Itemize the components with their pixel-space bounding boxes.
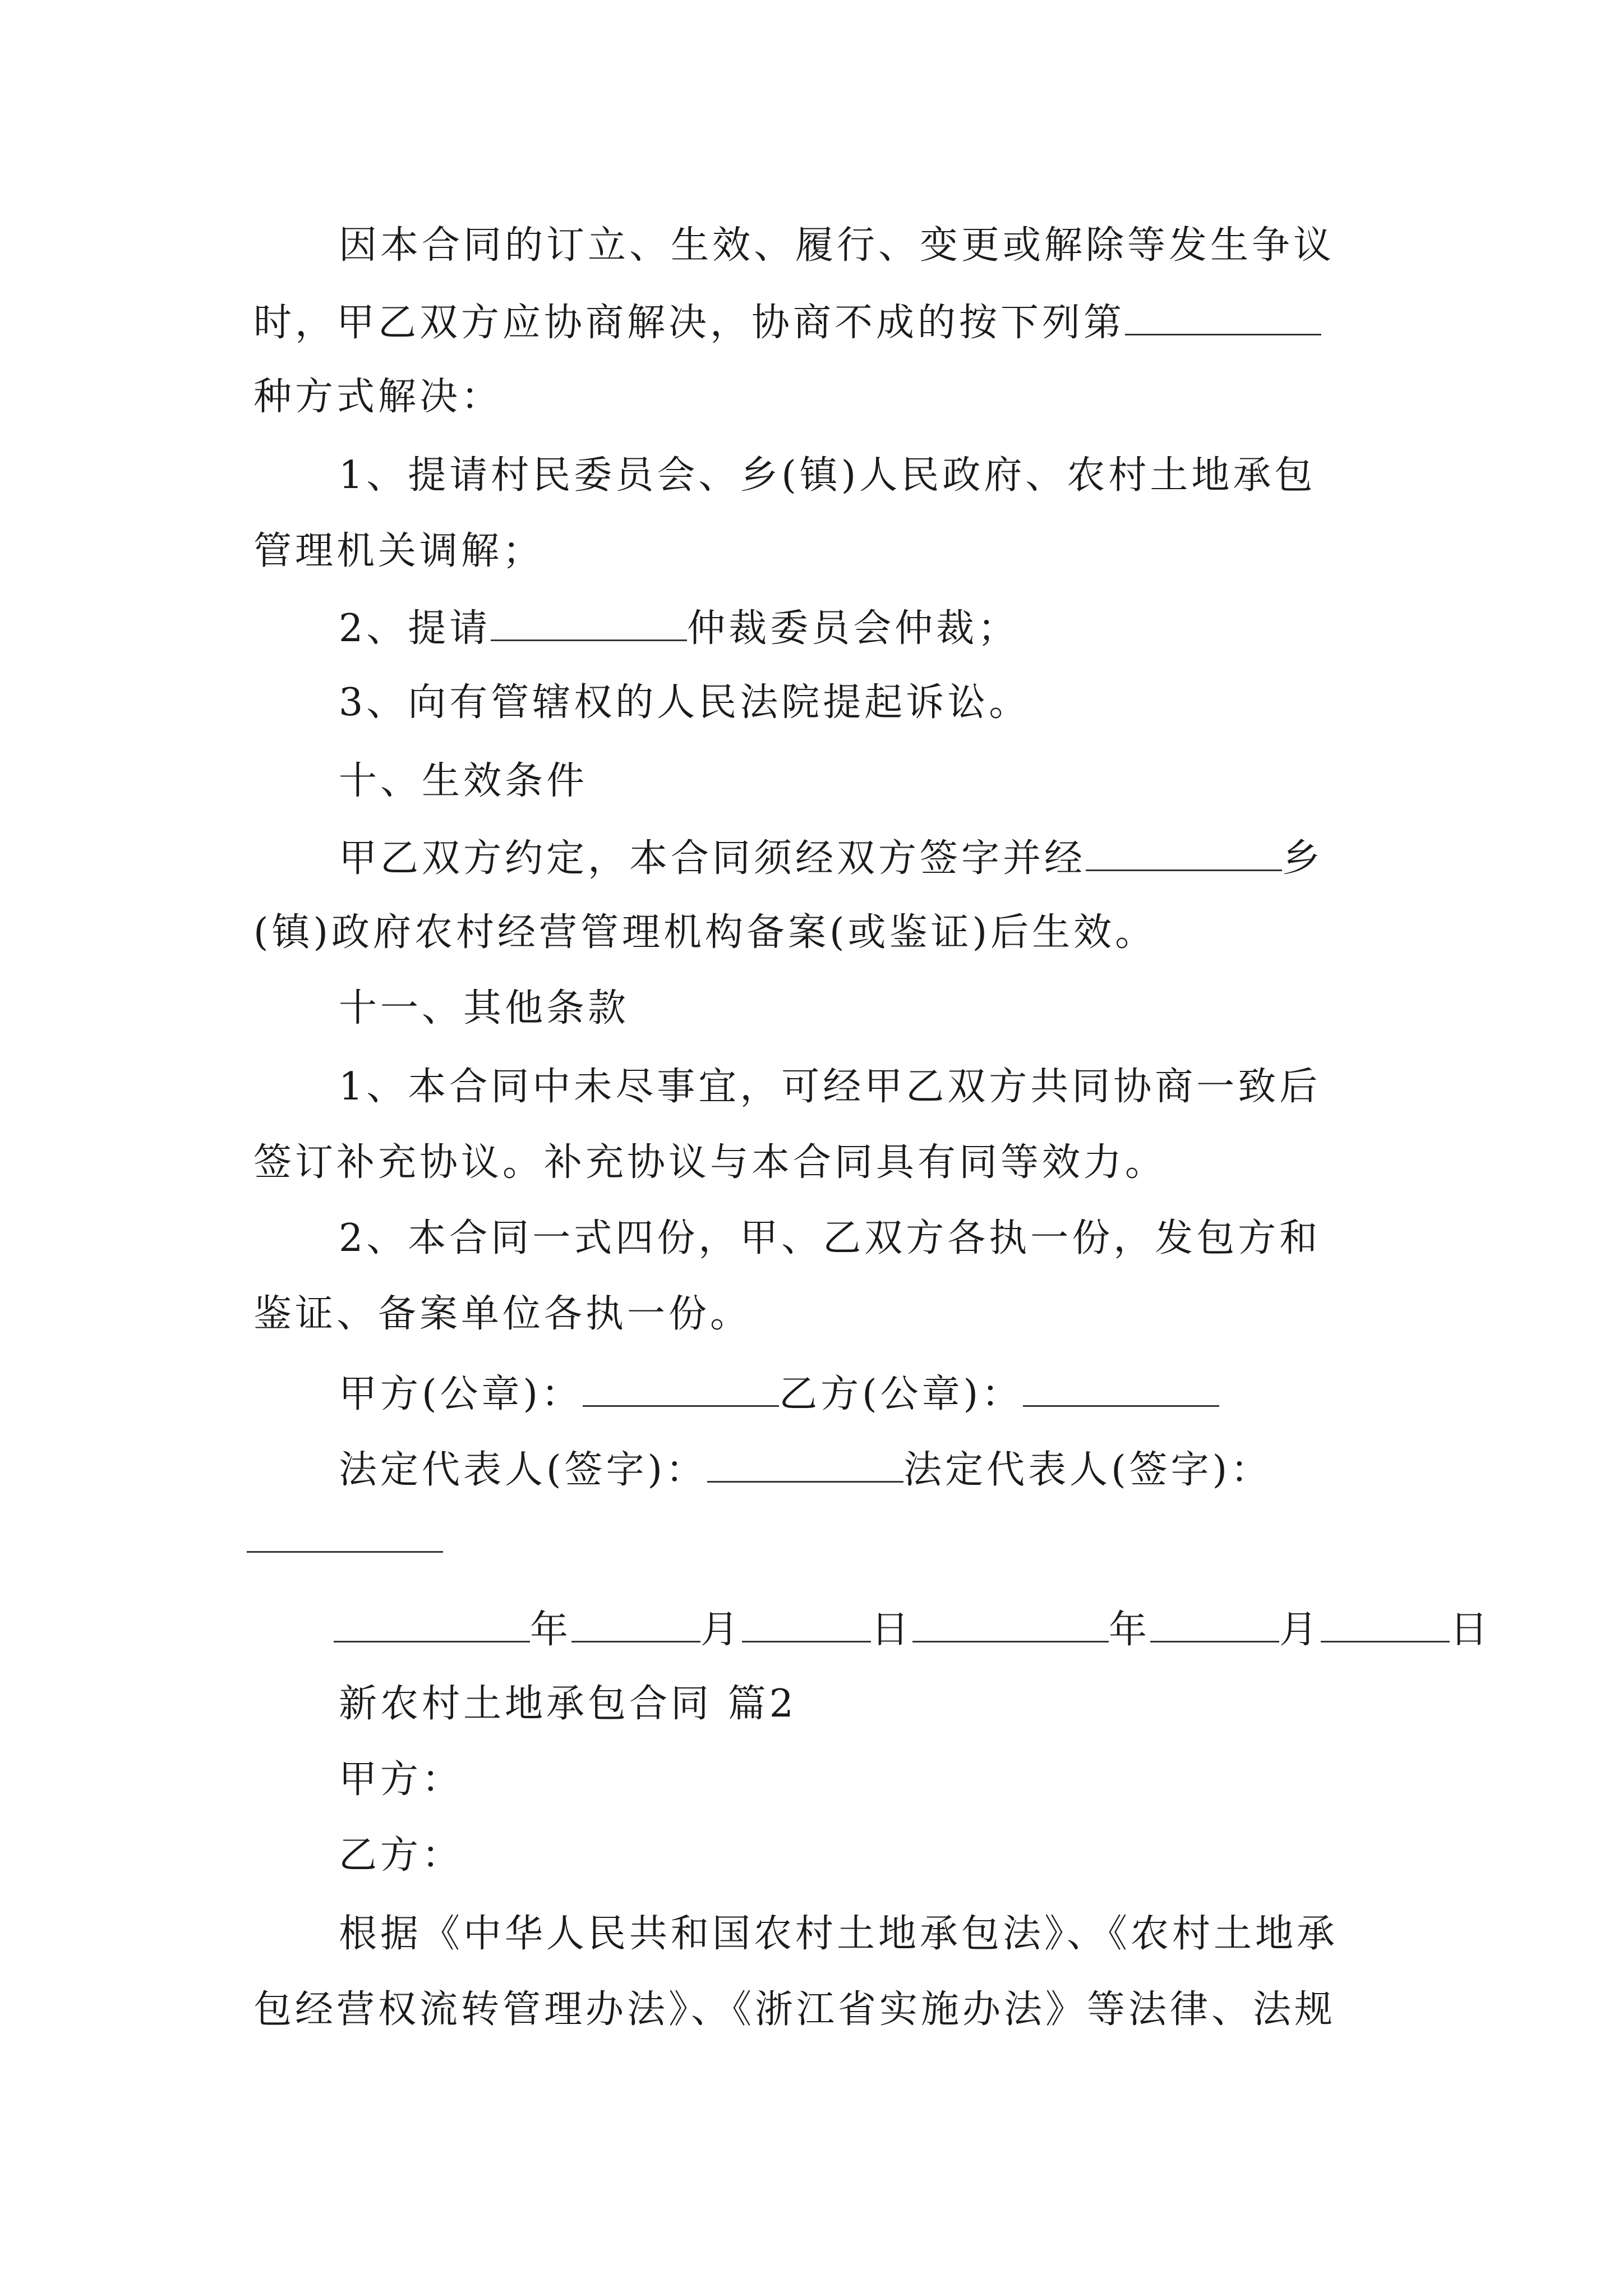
contract-2-basis-line-1: 根据《中华人民共和国农村土地承包法》、《农村土地承 (339, 1912, 1339, 1956)
effect-suffix: 乡 (1282, 836, 1324, 881)
dispute-text: 时，甲乙双方应协商解决，协商不成的按下列第 (253, 301, 1126, 345)
day-a-label: 日 (871, 1608, 913, 1652)
year-b-label: 年 (1109, 1608, 1151, 1652)
party-b-seal-blank[interactable] (1023, 1366, 1219, 1407)
rep-b-label: 法定代表人(签字)： (903, 1448, 1272, 1492)
party-a-seal-label: 甲方(公章)： (339, 1372, 583, 1416)
other-heading: 十一、其他条款 (339, 986, 630, 1030)
option-2 (339, 600, 1019, 654)
month-b-label: 月 (1279, 1608, 1321, 1652)
contract-2-basis-line-2: 包经营权流转管理办法》、《浙江省实施办法》等法律、法规 (253, 1987, 1336, 2032)
option-2-suffix: 仲裁委员会仲裁； (687, 606, 1020, 651)
year-b-blank[interactable] (912, 1602, 1109, 1642)
rep-a-blank[interactable] (707, 1442, 903, 1483)
contract-2-party-a: 甲方： (339, 1757, 464, 1802)
month-b-blank[interactable] (1150, 1602, 1279, 1642)
rep-b-blank[interactable] (247, 1551, 443, 1553)
contract-2-title: 新农村土地承包合同 篇2 (339, 1682, 797, 1726)
dispute-paragraph-line-2 (253, 295, 1321, 348)
option-2-prefix: 2、提请 (339, 606, 491, 651)
dispute-paragraph-line-3: 种方式解决： (253, 375, 503, 419)
representative-line (339, 1442, 1272, 1496)
month-a-label: 月 (700, 1608, 743, 1652)
seal-line (339, 1366, 1219, 1420)
date-line (334, 1602, 1491, 1655)
clause-2-line-2: 鉴证、备案单位各执一份。 (253, 1292, 752, 1336)
clause-2-line-1: 2、本合同一式四份，甲、乙双方各执一份，发包方和 (339, 1216, 1321, 1260)
clause-1-line-2: 签订补充协议。补充协议与本合同具有同等效力。 (253, 1140, 1167, 1185)
effect-line-2: (镇)政府农村经营管理机构备案(或鉴证)后生效。 (253, 910, 1157, 955)
year-a-label: 年 (530, 1608, 572, 1652)
month-a-blank[interactable] (571, 1602, 700, 1642)
day-a-blank[interactable] (742, 1602, 871, 1642)
year-a-blank[interactable] (334, 1602, 530, 1642)
clause-1-line-1: 1、本合同中未尽事宜，可经甲乙双方共同协商一致后 (339, 1065, 1321, 1109)
party-b-seal-label: 乙方(公章)： (779, 1372, 1023, 1416)
method-number-blank[interactable] (1125, 295, 1321, 335)
day-b-blank[interactable] (1321, 1602, 1450, 1642)
effect-line-1 (339, 830, 1324, 884)
rep-a-label: 法定代表人(签字)： (339, 1448, 708, 1492)
dispute-paragraph-line-1: 因本合同的订立、生效、履行、变更或解除等发生争议 (339, 223, 1335, 268)
effect-text: 甲乙双方约定，本合同须经双方签字并经 (339, 836, 1086, 881)
party-a-seal-blank[interactable] (583, 1366, 779, 1407)
contract-2-party-b: 乙方： (339, 1833, 464, 1878)
arbitration-committee-blank[interactable] (491, 600, 687, 641)
effect-heading: 十、生效条件 (339, 759, 588, 803)
option-3: 3、向有管辖权的人民法院提起诉讼。 (339, 680, 1031, 725)
day-b-label: 日 (1450, 1608, 1492, 1652)
township-blank[interactable] (1086, 830, 1282, 871)
option-1-line-1: 1、提请村民委员会、乡(镇)人民政府、农村土地承包 (339, 453, 1316, 498)
option-1-line-2: 管理机关调解； (253, 529, 545, 573)
